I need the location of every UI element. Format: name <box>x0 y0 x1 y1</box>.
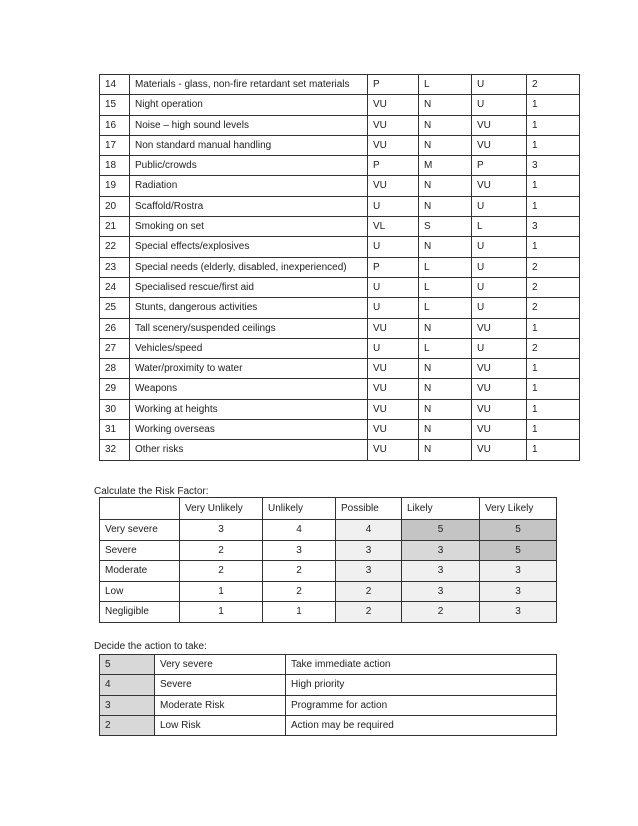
risk-matrix-body <box>100 498 557 623</box>
hazard-row <box>100 420 580 440</box>
action-level-cell: Very severe <box>155 655 286 675</box>
action-description-cell: Take immediate action <box>286 655 557 675</box>
hazard-severity-cell: S <box>419 217 472 237</box>
hazard-id-cell: 21 <box>100 217 130 237</box>
hazard-likelihood-cell: VU <box>368 440 419 460</box>
hazard-hazard-cell: Working overseas <box>130 420 368 440</box>
risk-factor-cell: 3 <box>180 520 263 541</box>
hazard-hazard-cell: Scaffold/Rostra <box>130 196 368 216</box>
action-description-cell: High priority <box>286 675 557 695</box>
hazard-likelihood-cell: P <box>368 156 419 176</box>
hazard-row <box>100 399 580 419</box>
hazard-id-cell: 17 <box>100 135 130 155</box>
hazard-risk-cell: VU <box>472 176 527 196</box>
hazard-severity-cell: N <box>419 237 472 257</box>
risk-matrix-row <box>100 561 557 582</box>
hazard-severity-cell: N <box>419 115 472 135</box>
hazard-risk-cell: VU <box>472 379 527 399</box>
hazard-row <box>100 277 580 297</box>
hazard-likelihood-cell: VU <box>368 359 419 379</box>
hazard-likelihood-cell: P <box>368 257 419 277</box>
hazard-likelihood-cell: P <box>368 75 419 95</box>
hazard-likelihood-cell: VU <box>368 379 419 399</box>
hazard-likelihood-cell: VU <box>368 318 419 338</box>
risk-factor-cell: 3 <box>402 540 480 561</box>
action-description-cell: Action may be required <box>286 715 557 735</box>
action-row <box>100 675 557 695</box>
hazard-row <box>100 95 580 115</box>
risk-factor-cell: 2 <box>263 561 336 582</box>
hazard-risk-cell: VU <box>472 318 527 338</box>
risk-factor-cell: 3 <box>402 581 480 602</box>
hazard-severity-cell: L <box>419 298 472 318</box>
hazard-factor-cell: 2 <box>527 298 580 318</box>
hazard-factor-cell: 2 <box>527 75 580 95</box>
hazard-risk-cell: VU <box>472 440 527 460</box>
hazard-severity-cell: N <box>419 318 472 338</box>
hazard-risk-cell: VU <box>472 135 527 155</box>
risk-factor-cell: 5 <box>480 540 557 561</box>
risk-factor-cell: 3 <box>480 602 557 623</box>
hazard-row <box>100 75 580 95</box>
hazard-hazard-cell: Noise – high sound levels <box>130 115 368 135</box>
hazard-severity-cell: L <box>419 277 472 297</box>
hazard-risk-cell: U <box>472 196 527 216</box>
action-row <box>100 655 557 675</box>
hazard-row <box>100 379 580 399</box>
hazard-risk-cell: VU <box>472 399 527 419</box>
hazard-factor-cell: 1 <box>527 359 580 379</box>
risk-factor-cell: 2 <box>180 561 263 582</box>
hazard-factor-cell: 1 <box>527 237 580 257</box>
risk-factor-cell: 3 <box>263 540 336 561</box>
hazard-risk-cell: VU <box>472 359 527 379</box>
hazard-risk-cell: U <box>472 338 527 358</box>
hazard-hazard-cell: Stunts, dangerous activities <box>130 298 368 318</box>
hazard-severity-cell: N <box>419 196 472 216</box>
risk-matrix-header-row <box>100 498 557 520</box>
hazard-risk-cell: U <box>472 237 527 257</box>
risk-factor-cell: 4 <box>263 520 336 541</box>
hazard-hazard-cell: Radiation <box>130 176 368 196</box>
hazard-risk-cell: P <box>472 156 527 176</box>
risk-matrix-table <box>99 497 557 623</box>
hazard-hazard-cell: Non standard manual handling <box>130 135 368 155</box>
risk-factor-cell: 3 <box>402 561 480 582</box>
hazard-id-cell: 18 <box>100 156 130 176</box>
hazard-factor-cell: 3 <box>527 156 580 176</box>
hazard-id-cell: 23 <box>100 257 130 277</box>
hazard-id-cell: 16 <box>100 115 130 135</box>
hazard-factor-cell: 3 <box>527 217 580 237</box>
action-factor-cell: 4 <box>100 675 155 695</box>
hazard-id-cell: 32 <box>100 440 130 460</box>
risk-matrix-corner-cell <box>100 498 180 520</box>
risk-factor-cell: 5 <box>480 520 557 541</box>
hazard-hazard-cell: Vehicles/speed <box>130 338 368 358</box>
hazard-likelihood-cell: VU <box>368 95 419 115</box>
hazard-severity-cell: M <box>419 156 472 176</box>
hazard-table <box>99 74 580 461</box>
hazard-row <box>100 196 580 216</box>
likelihood-column-header: Likely <box>402 498 480 520</box>
hazard-table-body <box>100 75 580 461</box>
hazard-id-cell: 30 <box>100 399 130 419</box>
likelihood-column-header: Unlikely <box>263 498 336 520</box>
hazard-likelihood-cell: VU <box>368 115 419 135</box>
hazard-id-cell: 27 <box>100 338 130 358</box>
hazard-severity-cell: N <box>419 135 472 155</box>
hazard-risk-cell: U <box>472 95 527 115</box>
risk-factor-cell: 2 <box>336 602 402 623</box>
hazard-factor-cell: 1 <box>527 318 580 338</box>
hazard-severity-cell: L <box>419 75 472 95</box>
hazard-row <box>100 338 580 358</box>
hazard-row <box>100 217 580 237</box>
hazard-likelihood-cell: VU <box>368 135 419 155</box>
hazard-severity-cell: N <box>419 399 472 419</box>
hazard-risk-cell: U <box>472 277 527 297</box>
hazard-hazard-cell: Special needs (elderly, disabled, inexperienced) <box>130 257 368 277</box>
hazard-factor-cell: 2 <box>527 257 580 277</box>
action-factor-cell: 5 <box>100 655 155 675</box>
hazard-factor-cell: 1 <box>527 379 580 399</box>
hazard-likelihood-cell: VU <box>368 420 419 440</box>
hazard-severity-cell: N <box>419 379 472 399</box>
hazard-row <box>100 257 580 277</box>
hazard-risk-cell: VU <box>472 115 527 135</box>
risk-factor-cell: 3 <box>336 540 402 561</box>
risk-factor-cell: 1 <box>263 602 336 623</box>
hazard-risk-cell: VU <box>472 420 527 440</box>
action-table <box>99 654 557 736</box>
hazard-severity-cell: N <box>419 95 472 115</box>
hazard-hazard-cell: Materials - glass, non-fire retardant set materials <box>130 75 368 95</box>
hazard-factor-cell: 1 <box>527 196 580 216</box>
likelihood-column-header: Possible <box>336 498 402 520</box>
action-factor-cell: 2 <box>100 715 155 735</box>
risk-factor-cell: 1 <box>180 581 263 602</box>
risk-factor-cell: 2 <box>180 540 263 561</box>
hazard-likelihood-cell: U <box>368 196 419 216</box>
risk-matrix-row <box>100 520 557 541</box>
hazard-severity-cell: N <box>419 359 472 379</box>
risk-factor-cell: 4 <box>336 520 402 541</box>
hazard-id-cell: 20 <box>100 196 130 216</box>
risk-factor-cell: 3 <box>336 561 402 582</box>
severity-row-header: Severe <box>100 540 180 561</box>
hazard-hazard-cell: Other risks <box>130 440 368 460</box>
hazard-id-cell: 15 <box>100 95 130 115</box>
risk-factor-cell: 1 <box>180 602 263 623</box>
likelihood-column-header: Very Unlikely <box>180 498 263 520</box>
hazard-id-cell: 14 <box>100 75 130 95</box>
action-factor-cell: 3 <box>100 695 155 715</box>
hazard-risk-cell: L <box>472 217 527 237</box>
hazard-hazard-cell: Specialised rescue/first aid <box>130 277 368 297</box>
hazard-row <box>100 440 580 460</box>
hazard-id-cell: 29 <box>100 379 130 399</box>
action-row <box>100 695 557 715</box>
risk-factor-cell: 5 <box>402 520 480 541</box>
hazard-likelihood-cell: U <box>368 298 419 318</box>
hazard-likelihood-cell: U <box>368 338 419 358</box>
severity-row-header: Negligible <box>100 602 180 623</box>
hazard-factor-cell: 1 <box>527 440 580 460</box>
hazard-hazard-cell: Public/crowds <box>130 156 368 176</box>
hazard-risk-cell: U <box>472 75 527 95</box>
hazard-row <box>100 176 580 196</box>
risk-matrix-row <box>100 602 557 623</box>
risk-matrix-row <box>100 540 557 561</box>
hazard-factor-cell: 1 <box>527 115 580 135</box>
hazard-row <box>100 135 580 155</box>
hazard-hazard-cell: Weapons <box>130 379 368 399</box>
risk-factor-label: Calculate the Risk Factor: <box>94 486 209 497</box>
hazard-row <box>100 115 580 135</box>
hazard-severity-cell: L <box>419 338 472 358</box>
hazard-factor-cell: 1 <box>527 95 580 115</box>
hazard-likelihood-cell: VL <box>368 217 419 237</box>
hazard-row <box>100 359 580 379</box>
severity-row-header: Low <box>100 581 180 602</box>
action-level-cell: Low Risk <box>155 715 286 735</box>
hazard-severity-cell: N <box>419 420 472 440</box>
hazard-hazard-cell: Smoking on set <box>130 217 368 237</box>
hazard-id-cell: 19 <box>100 176 130 196</box>
hazard-id-cell: 25 <box>100 298 130 318</box>
hazard-hazard-cell: Water/proximity to water <box>130 359 368 379</box>
hazard-row <box>100 298 580 318</box>
hazard-risk-cell: U <box>472 298 527 318</box>
hazard-factor-cell: 1 <box>527 420 580 440</box>
hazard-row <box>100 318 580 338</box>
hazard-likelihood-cell: U <box>368 277 419 297</box>
hazard-id-cell: 31 <box>100 420 130 440</box>
action-level-cell: Severe <box>155 675 286 695</box>
hazard-id-cell: 24 <box>100 277 130 297</box>
risk-factor-cell: 3 <box>480 561 557 582</box>
hazard-factor-cell: 2 <box>527 277 580 297</box>
hazard-factor-cell: 1 <box>527 135 580 155</box>
hazard-likelihood-cell: U <box>368 237 419 257</box>
hazard-hazard-cell: Special effects/explosives <box>130 237 368 257</box>
risk-factor-cell: 2 <box>402 602 480 623</box>
hazard-row <box>100 237 580 257</box>
risk-factor-cell: 2 <box>336 581 402 602</box>
hazard-row <box>100 156 580 176</box>
action-label: Decide the action to take: <box>94 641 207 652</box>
hazard-factor-cell: 2 <box>527 338 580 358</box>
hazard-likelihood-cell: VU <box>368 176 419 196</box>
hazard-risk-cell: U <box>472 257 527 277</box>
severity-row-header: Very severe <box>100 520 180 541</box>
severity-row-header: Moderate <box>100 561 180 582</box>
hazard-severity-cell: N <box>419 176 472 196</box>
risk-factor-cell: 2 <box>263 581 336 602</box>
action-table-body <box>100 655 557 736</box>
hazard-hazard-cell: Tall scenery/suspended ceilings <box>130 318 368 338</box>
hazard-hazard-cell: Working at heights <box>130 399 368 419</box>
action-level-cell: Moderate Risk <box>155 695 286 715</box>
risk-factor-cell: 3 <box>480 581 557 602</box>
hazard-severity-cell: N <box>419 440 472 460</box>
hazard-likelihood-cell: VU <box>368 399 419 419</box>
hazard-factor-cell: 1 <box>527 399 580 419</box>
hazard-hazard-cell: Night operation <box>130 95 368 115</box>
hazard-id-cell: 28 <box>100 359 130 379</box>
likelihood-column-header: Very Likely <box>480 498 557 520</box>
hazard-id-cell: 26 <box>100 318 130 338</box>
hazard-factor-cell: 1 <box>527 176 580 196</box>
hazard-id-cell: 22 <box>100 237 130 257</box>
action-description-cell: Programme for action <box>286 695 557 715</box>
risk-matrix-row <box>100 581 557 602</box>
hazard-severity-cell: L <box>419 257 472 277</box>
action-row <box>100 715 557 735</box>
